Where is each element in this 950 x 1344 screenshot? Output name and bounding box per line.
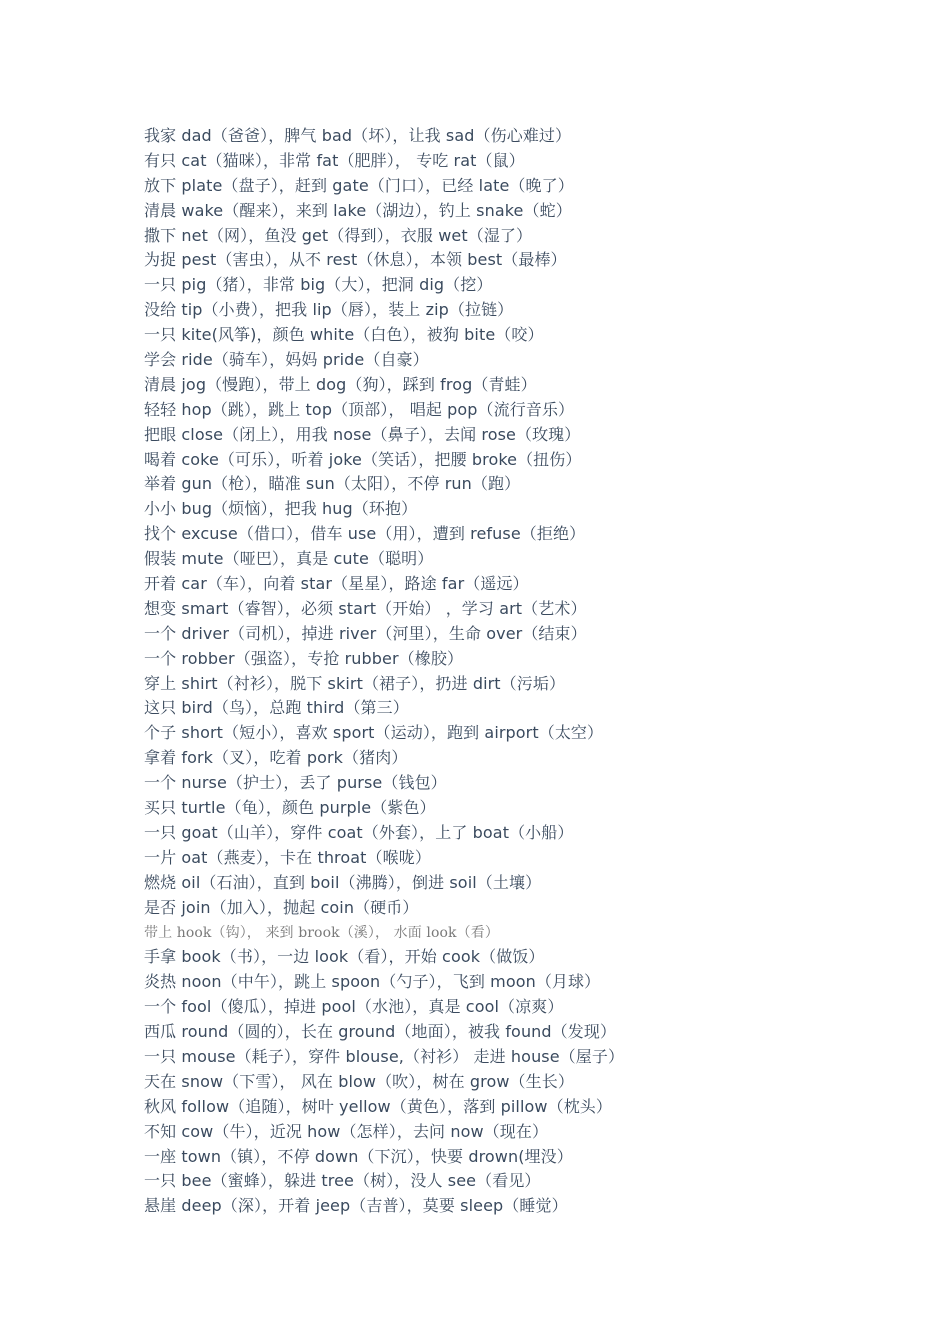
text-line: 一只 bee（蜜蜂），躲进 tree（树），没人 see（看见） [144, 1171, 541, 1191]
text-line: 是否 join（加入），抛起 coin（硬币） [144, 897, 419, 917]
text-line: 一只 mouse（耗子），穿件 blouse,（衬衫） 走进 house（屋子） [144, 1046, 625, 1066]
text-line: 清晨 jog（慢跑），带上 dog（狗），踩到 frog（青蛙） [144, 374, 537, 394]
text-line: 一只 goat（山羊），穿件 coat（外套），上了 boat（小船） [144, 822, 574, 842]
text-line: 一个 robber（强盗），专抢 rubber（橡胶） [144, 648, 464, 668]
text-line: 轻轻 hop（跳），跳上 top（顶部）， 唱起 pop（流行音乐） [144, 399, 575, 419]
text-line: 没给 tip（小费），把我 lip（唇），装上 zip（拉链） [144, 300, 514, 320]
text-line: 一只 kite(风筝)，颜色 white（白色），被狗 bite（咬） [144, 325, 544, 345]
text-line: 一个 driver（司机），掉进 river（河里），生命 over（结束） [144, 623, 587, 643]
text-line: 燃烧 oil（石油），直到 boil（沸腾），倒进 soil（土壤） [144, 872, 542, 892]
text-line: 悬崖 deep（深），开着 jeep（吉普），莫要 sleep（睡觉） [144, 1196, 568, 1216]
text-line: 西瓜 round（圆的），长在 ground（地面），被我 found（发现） [144, 1022, 617, 1042]
text-line: 拿着 fork（叉），吃着 pork（猪肉） [144, 748, 408, 768]
text-line: 有只 cat（猫咪），非常 fat（肥胖）， 专吃 rat（鼠） [144, 150, 525, 170]
text-line: 撒下 net（网），鱼没 get（得到），衣服 wet（湿了） [144, 225, 533, 245]
text-line: 一片 oat（燕麦），卡在 throat（喉咙） [144, 847, 431, 867]
text-line: 一个 nurse（护士），丢了 purse（钱包） [144, 773, 447, 793]
text-line: 穿上 shirt（衬衫），脱下 skirt（裙子），扔进 dirt（污垢） [144, 673, 566, 693]
text-line: 手拿 book（书），一边 look（看），开始 cook（做饭） [144, 947, 545, 967]
text-line: 个子 short（短小），喜欢 sport（运动），跑到 airport（太空） [144, 723, 604, 743]
text-line: 开着 car（车），向着 star（星星），路途 far（遥远） [144, 574, 529, 594]
text-line: 假装 mute（哑巴），真是 cute（聪明） [144, 549, 434, 569]
text-line: 一个 fool（傻瓜），掉进 pool（水池），真是 cool（凉爽） [144, 997, 564, 1017]
text-line: 炎热 noon（中午），跳上 spoon（勺子），飞到 moon（月球） [144, 972, 601, 992]
text-line: 不知 cow（牛），近况 how（怎样），去问 now（现在） [144, 1121, 549, 1141]
text-line: 天在 snow（下雪）， 风在 blow（吹），树在 grow（生长） [144, 1071, 574, 1091]
text-line: 小小 bug（烦恼），把我 hug（环抱） [144, 499, 418, 519]
text-line: 一只 pig（猪），非常 big（大），把洞 dig（挖） [144, 275, 493, 295]
text-line: 这只 bird（鸟），总跑 third（第三） [144, 698, 409, 718]
text-line: 找个 excuse（借口），借车 use（用），遭到 refuse（拒绝） [144, 524, 586, 544]
text-line: 清晨 wake（醒来），来到 lake（湖边），钓上 snake（蛇） [144, 200, 572, 220]
text-line: 为捉 pest（害虫），从不 rest（休息），本领 best（最棒） [144, 250, 567, 270]
text-line: 买只 turtle（龟），颜色 purple（紫色） [144, 798, 436, 818]
text-line: 一座 town（镇），不停 down（下沉），快要 drown(埋没） [144, 1146, 573, 1166]
text-line: 想变 smart（睿智），必须 start（开始） ，学习 art（艺术） [144, 598, 587, 618]
rhyme-list [144, 124, 934, 1219]
text-line: 秋风 follow（追随），树叶 yellow（黄色），落到 pillow（枕头） [144, 1096, 612, 1116]
text-line: 放下 plate（盘子），赶到 gate（门口），已经 late（晚了） [144, 175, 574, 195]
text-line: 把眼 close（闭上），用我 nose（鼻子），去闻 rose（玫瑰） [144, 424, 581, 444]
text-line: 喝着 coke（可乐），听着 joke（笑话），把腰 broke（扭伤） [144, 449, 582, 469]
text-line: 带上 hook（钩）， 来到 brook（溪）， 水面 look（看） [144, 924, 499, 941]
text-line: 学会 ride（骑车），妈妈 pride（自豪） [144, 350, 429, 370]
text-line: 我家 dad（爸爸），脾气 bad（坏），让我 sad（伤心难过） [144, 126, 572, 145]
text-line: 举着 gun（枪），瞄准 sun（太阳），不停 run（跑） [144, 474, 521, 494]
